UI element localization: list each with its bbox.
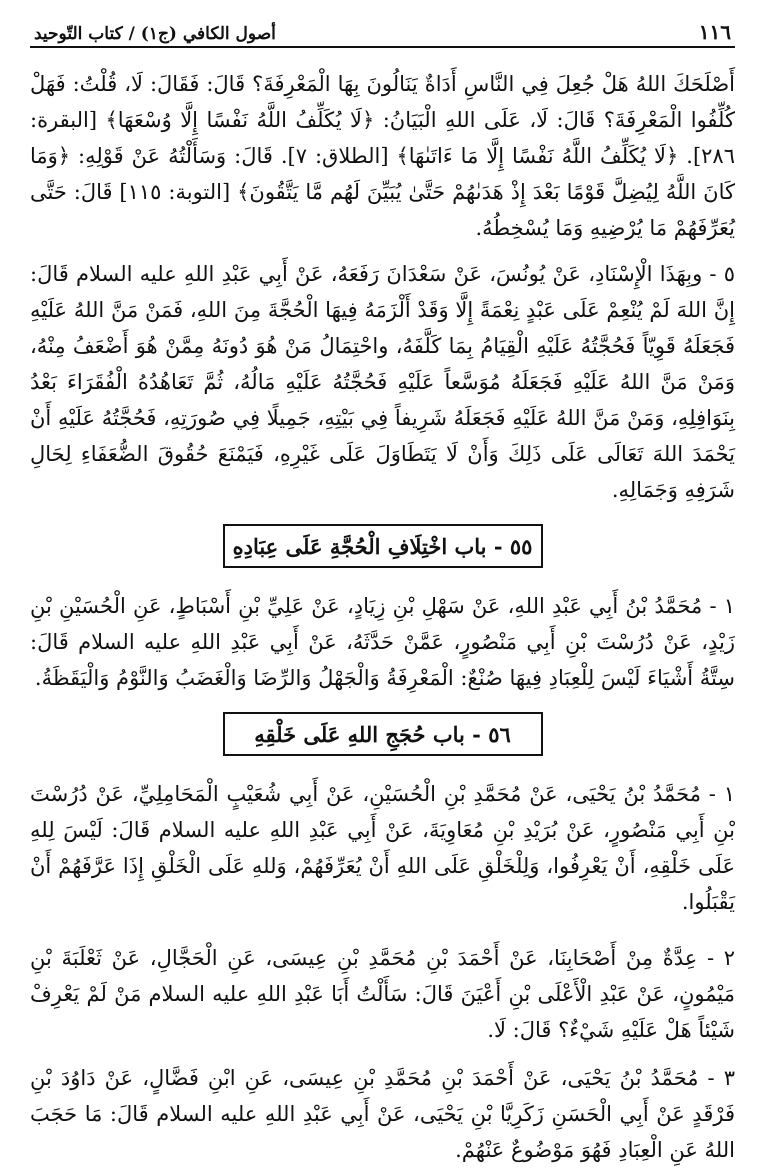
chapter-56-hadith-2: ٢ - عِدَّةٌ مِنْ أَصْحَابِنَا، عَنْ أَحْمَدَ بْنِ مُحَمَّدِ بْنِ عِيسَى، عَنِ الْحَجَّالِ، عَنْ ثَعْلَبَةَ بْنِ مَيْمُونٍ، عَنْ عَبْدِ الْأَعْلَى بْنِ أَعْيَنَ قَالَ: سَأَلْتُ أَبَا عَبْدِ اللهِ عليه السلام مَنْ لَمْ يَعْرِفْ شَيْئاً هَلْ عَلَيْهِ شَيْءٌ؟ قَالَ: لَا. <box>30 946 735 1042</box>
page-body <box>30 66 735 1168</box>
paragraph-continuation: أَصْلَحَكَ اللهُ هَلْ جُعِلَ فِي النَّاسِ أَدَاةٌ يَنَالُونَ بِهَا الْمَعْرِفَةَ؟ قَالَ: فَقَالَ: لَا، قُلْتُ: فَهَلْ كُلِّفُوا الْمَعْرِفَةَ؟ قَالَ: لَا، عَلَى اللهِ الْبَيَانُ: ﴿لَا يُكَلِّفُ اللَّهُ نَفْسًا إِلَّا وُسْعَهَا﴾ [البقرة: ٢٨٦]. ﴿لَا يُكَلِّفُ اللَّهُ نَفْسًا إِلَّا مَا ءَاتَىٰهَا﴾ [الطلاق: ٧]. قَالَ: وَسَأَلْتُهُ عَنْ قَوْلِهِ: ﴿وَمَا كَانَ اللَّهُ لِيُضِلَّ قَوْمًا بَعْدَ إِذْ هَدَىٰهُمْ حَتَّىٰ يُبَيِّنَ لَهُم مَّا يَتَّقُونَ﴾ [التوبة: ١١٥] قَالَ: حَتَّى يُعَرِّفَهُمْ مَا يُرْضِيهِ وَمَا يُسْخِطُهُ. <box>30 72 736 240</box>
page-number: ١١٦ <box>698 20 731 44</box>
chapter-heading-56: ٥٦ - باب حُجَجِ اللهِ عَلَى خَلْقِهِ <box>223 712 543 756</box>
chapter-55-hadith-1: ١ - مُحَمَّدُ بْنُ أَبِي عَبْدِ اللهِ، عَنْ سَهْلِ بْنِ زِيَادٍ، عَنْ عَلِيِّ بْنِ أَسْبَاطٍ، عَنِ الْحُسَيْنِ بْنِ زَيْدٍ، عَنْ دُرُسْتَ بْنِ أَبِي مَنْصُورٍ، عَمَّنْ حَدَّثَهُ، عَنْ أَبِي عَبْدِ اللهِ عليه السلام قَالَ: سِتَّةُ أَشْيَاءَ لَيْسَ لِلْعِبَادِ فِيهَا صُنْعٌ: الْمَعْرِفَةُ وَالْجَهْلُ وَالرِّضَا وَالْغَضَبُ وَالنَّوْمُ وَالْيَقَظَةُ. <box>30 594 735 690</box>
running-title: أصول الكافي (ج١) / كتاب التّوحيد <box>34 24 276 44</box>
page-header <box>30 14 735 48</box>
chapter-heading-55: ٥٥ - باب اخْتِلَافِ الْحُجَّةِ عَلَى عِبَادِهِ <box>223 524 543 568</box>
hadith-5: ٥ - وبِهَذَا الْإِسْنَادِ، عَنْ يُونُسَ، عَنْ سَعْدَانَ رَفَعَهُ، عَنْ أَبِي عَبْدِ اللهِ عليه السلام قَالَ: إِنَّ اللهَ لَمْ يُنْعِمْ عَلَى عَبْدٍ نِعْمَةً إِلَّا وَقَدْ أَلْزَمَهُ فِيهَا الْحُجَّةَ مِنَ اللهِ، فَمَنْ مَنَّ اللهُ عَلَيْهِ فَجَعَلَهُ قَوِيّاً فَحُجَّتُهُ عَلَيْهِ الْقِيَامُ بِمَا كَلَّفَهُ، واحْتِمَالُ مَنْ هُوَ دُونَهُ مِمَّنْ هُوَ أَضْعَفُ مِنْهُ، وَمَنْ مَنَّ اللهُ عَلَيْهِ فَجَعَلَهُ مُوَسَّعاً عَلَيْهِ فَحُجَّتُهُ عَلَيْهِ مَالُهُ، ثُمَّ تَعَاهُدُهُ الْفُقَرَاءَ بَعْدُ بِنَوَافِلِهِ، وَمَنْ مَنَّ اللهُ عَلَيْهِ فَجَعَلَهُ شَرِيفاً فِي بَيْتِهِ، جَمِيلًا فِي صُورَتِهِ، فَحُجَّتُهُ عَلَيْهِ أَنْ يَحْمَدَ اللهَ تَعَالَى عَلَى ذَلِكَ وَأَنْ لَا يَتَطَاوَلَ عَلَى غَيْرِهِ، فَيَمْنَعَ حُقُوقَ الضُّعَفَاءِ لِحَالِ شَرَفِهِ وَجَمَالِهِ. <box>30 262 735 502</box>
chapter-56-hadith-1: ١ - مُحَمَّدُ بْنُ يَحْيَى، عَنْ مُحَمَّدِ بْنِ الْحُسَيْنِ، عَنْ أَبِي شُعَيْبٍ الْمَحَامِلِيِّ، عَنْ دُرُسْتَ بْنِ أَبِي مَنْصُورٍ، عَنْ بُرَيْدِ بْنِ مُعَاوِيَةَ، عَنْ أَبِي عَبْدِ اللهِ عليه السلام قَالَ: لَيْسَ لِلهِ عَلَى خَلْقِهِ، أَنْ يَعْرِفُوا، وَلِلْخَلْقِ عَلَى اللهِ أَنْ يُعَرِّفَهُمْ، وَللهِ عَلَى الْخَلْقِ إِذَا عَرَّفَهُمْ أَنْ يَقْبَلُوا. <box>30 782 735 914</box>
chapter-56-hadith-3: ٣ - مُحَمَّدُ بْنُ يَحْيَى، عَنْ أَحْمَدَ بْنِ مُحَمَّدِ بْنِ عِيسَى، عَنِ ابْنِ فَضَّالٍ، عَنْ دَاوُدَ بْنِ فَرْقَدٍ عَنْ أَبِي الْحَسَنِ زَكَرِيَّا بْنِ يَحْيَى، عَنْ أَبِي عَبْدِ اللهِ عليه السلام قَالَ: مَا حَجَبَ اللهُ عَنِ الْعِبَادِ فَهُوَ مَوْضُوعٌ عَنْهُمْ. <box>30 1066 735 1162</box>
